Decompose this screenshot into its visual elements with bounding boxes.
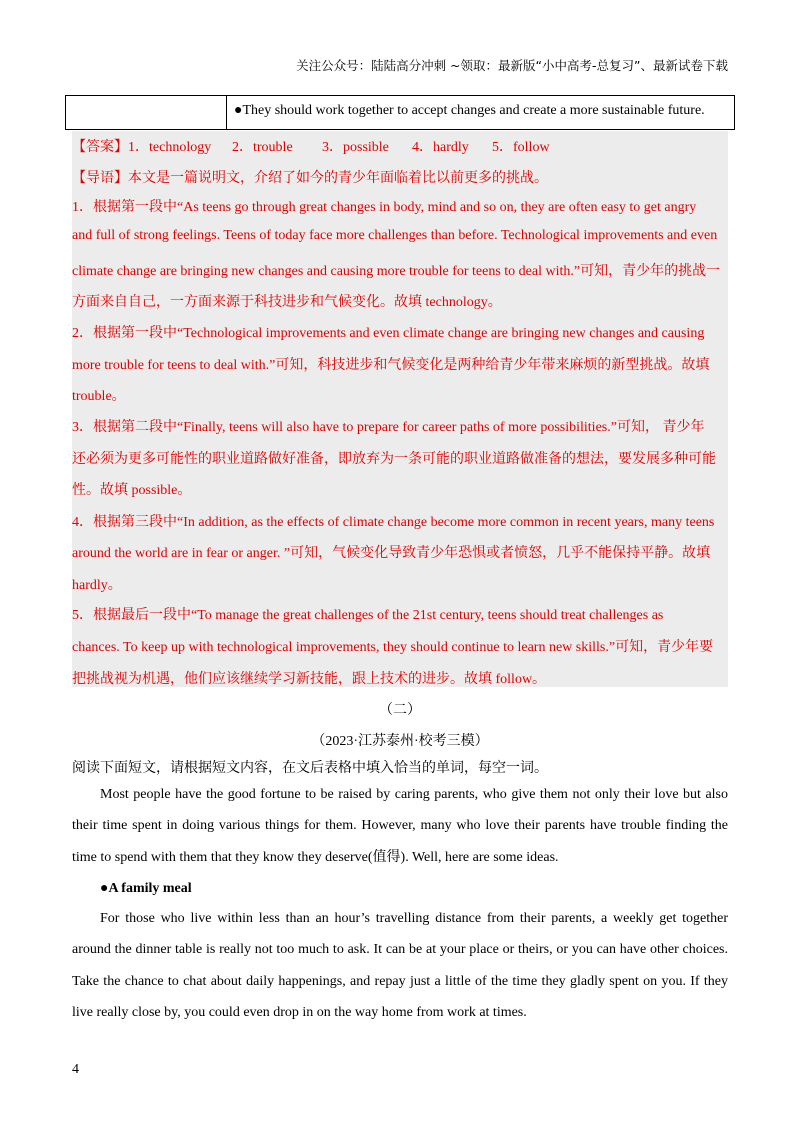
answer-item-3: 3．possible (322, 140, 389, 155)
summary-table-row (65, 95, 735, 130)
explanation-line-1: 1．根据第一段中“As teens go through great changes in body, mind and so on, they are often easy to get angry (72, 200, 697, 215)
explanation-line-16: 把挑战视为机遇，他们应该继续学习新技能，跟上技术的进步。故填 follow。 (72, 672, 547, 687)
explanation-line-7: trouble。 (72, 389, 126, 404)
answer-item-1: 1．technology (128, 140, 212, 155)
explanation-line-6: more trouble for teens to deal with.”可知，科技进步和气候变化是两种给青少年带来麻烦的新型挑战。故填 (72, 358, 710, 373)
explanation-line-13: hardly。 (72, 578, 122, 593)
passage-paragraph-1: Most people have the good fortune to be raised by caring parents, who give them not only their love but also their time spent in doing various things for them. However, many who love their parents have trouble finding the time to spend with them that they know they deserve(值得). Well, here are some ideas. (72, 787, 728, 865)
passage-paragraph-2: For those who live within less than an hour’s travelling distance from their parents, a weekly get together around the dinner table is really not too much to ask. It can be at your place or theirs, or you can have other choices. Take the chance to chat about daily happenings, and repay just a little of the time they gladly spent on you. If they live really close by, you could even drop in on the way home from work at times. (72, 911, 728, 1020)
answer-line (72, 136, 550, 156)
explanation-line-9: 还必须为更多可能性的职业道路做好准备，即放弃为一条可能的职业道路做准备的想法，要发展多种可能 (72, 452, 716, 467)
explanation-line-3: climate change are bringing new changes and causing more trouble for teens to deal with.”可知，青少年的挑战一 (72, 264, 721, 279)
explanation-line-15: chances. To keep up with technological improvements, they should continue to learn new skills.”可知，青少年要 (72, 640, 714, 655)
page-header: 关注公众号：陆陆高分冲刺 ~领取：最新版“小中高考-总复习”、最新试卷下载 (296, 58, 728, 73)
answer-item-4: 4．hardly (412, 140, 469, 155)
explanation-line-14: 5．根据最后一段中“To manage the great challenges of the 21st century, teens should treat challenges as (72, 608, 664, 623)
guide-text: 【导语】本文是一篇说明文，介绍了如今的青少年面临着比以前更多的挑战。 (72, 171, 548, 186)
explanation-line-4: 方面来自自己，一方面来源于科技进步和气候变化。故填 technology。 (72, 295, 502, 310)
table-divider (226, 96, 227, 129)
explanation-line-5: 2．根据第一段中“Technological improvements and even climate change are bringing new changes and causing (72, 326, 705, 341)
section-number: （二） (379, 703, 421, 718)
explanation-line-11: 4．根据第三段中“In addition, as the effects of climate change become more common in recent years, many teens (72, 515, 715, 530)
section-source: （2023·江苏泰州·校考三模） (311, 734, 489, 749)
explanation-line-12: around the world are in fear or anger. ”可知，气候变化导致青少年恐惧或者愤怒，几乎不能保持平静。故填 (72, 546, 711, 561)
page-number: 4 (72, 1062, 79, 1077)
section-instruction: 阅读下面短文，请根据短文内容，在文后表格中填入恰当的单词，每空一词。 (72, 761, 548, 776)
explanation-line-8: 3．根据第二段中“Finally, teens will also have to prepare for career paths of more possibilities.”可知， 青少年 (72, 420, 705, 435)
explanation-line-10: 性。故填 possible。 (72, 483, 192, 498)
passage-heading-family-meal: ●A family meal (100, 881, 192, 896)
answer-label: 【答案】 (72, 140, 128, 155)
explanation-line-2: and full of strong feelings. Teens of today face more challenges than before. Technological improvements and even (72, 228, 718, 243)
table-cell-right: ●They should work together to accept changes and create a more sustainable future. (234, 103, 705, 118)
answer-item-5: 5．follow (492, 140, 550, 155)
answer-item-2: 2．trouble (232, 140, 293, 155)
